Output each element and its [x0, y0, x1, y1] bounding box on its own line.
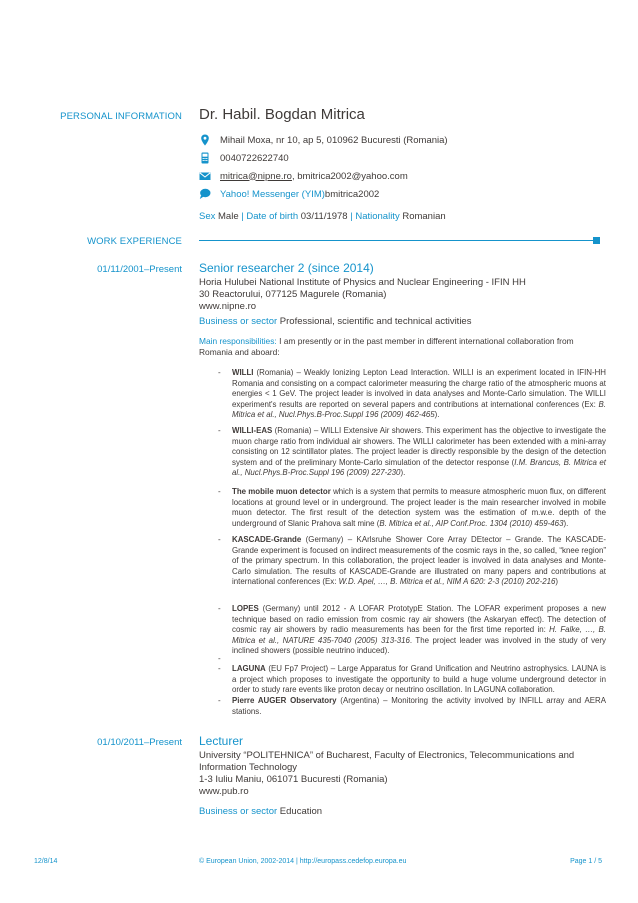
email-link[interactable]: mitrica@nipne.ro: [220, 170, 292, 182]
bullet-dash: -: [218, 664, 221, 673]
employer-website: www.pub.ro: [199, 786, 249, 797]
footer-page-number: Page 1 / 5: [570, 858, 602, 865]
job-title: Lecturer: [199, 734, 244, 748]
employer-address: 30 Reactorului, 077125 Magurele (Romania): [199, 289, 387, 300]
im-value: bmitrica2002: [324, 188, 380, 200]
bullet-dash: -: [218, 535, 221, 544]
nationality-label: Nationality: [355, 211, 400, 222]
sector-label: Business or sector: [199, 316, 278, 327]
sector-value: Education: [277, 806, 323, 817]
candidate-name: Dr. Habil. Bogdan Mitrica: [199, 106, 365, 123]
responsibilities-text: I am presently or in the past member in different international collaboration from Romania and aboard:: [199, 336, 574, 357]
sector-label: Business or sector: [199, 806, 278, 817]
list-item: LAGUNA (EU Fp7 Project) – Large Apparatus for Grand Unification and Neutrino astrophysics. LAUNA is a project which proposes to investigate the opportunity to build a huge volume underground detector in order to study rare events like proton decay or neutrino oscillation. In LAGUNA collaboration.: [232, 664, 606, 695]
list-item: WILLI-EAS (Romania) – WILLI Extensive Air showers. This experiment has the objective to investigate the muon charge ratio from individual air showers. The WILLI calorimeter has been extended with a mini-array consisting on 12 scintillator plates. The project leader is directly responsible by the design of the detection system and of the preliminary Monte-Carlo simulation of the detector response (I.M. Brancus, B. Mitrica et al., Nucl.Phys.B-Proc.Suppl 196 (2009) 227-230).: [232, 426, 607, 478]
section-divider-square: [593, 237, 600, 244]
list-item: Pierre AUGER Observatory (Argentina) – Monitoring the activity involved by INFILL array and AERA stations.: [232, 696, 606, 716]
list-item: The mobile muon detector which is a system that permits to measure atmospheric muon flux, on different locations at ground level or in underground. The project leader is the main researcher involved in mobile muon detector. The first result of the detection system was the estimation of m.w.e. depth of the underground of Slanic Prahova salt mine (B. Mitrica et al., AIP Conf.Proc. 1304 (2010) 459-463).: [232, 487, 606, 528]
business-sector-row: [199, 316, 471, 328]
phone-text: 0040722622740: [220, 152, 289, 164]
footer-date: 12/8/14: [34, 858, 58, 865]
im-row: [199, 188, 379, 200]
section-label-personal: PERSONAL INFORMATION: [60, 111, 182, 122]
dob-label: Date of birth: [246, 211, 299, 222]
section-divider: [199, 240, 596, 241]
bullet-dash: -: [218, 604, 221, 613]
bullet-dash: -: [218, 368, 221, 377]
separator: |: [238, 211, 247, 222]
sex-value: Male: [215, 211, 239, 222]
email-secondary: , bmitrica2002@yahoo.com: [291, 170, 408, 182]
business-sector-row: [199, 806, 322, 818]
job-title: Senior researcher 2 (since 2014): [199, 261, 374, 275]
employer-address: 1-3 Iuliu Maniu, 061071 Bucuresti (Romania): [199, 774, 388, 785]
separator: |: [347, 211, 356, 222]
job-dates: 01/11/2001–Present: [97, 264, 182, 275]
bullet-dash: -: [218, 696, 221, 705]
sex-label: Sex: [199, 211, 216, 222]
list-item: LOPES (Germany) until 2012 - A LOFAR PrototypE Station. The LOFAR experiment proposes a new technique based on radio emission from cosmic ray air showers (the Askaryan effect). The detection of cosmic ray air showers by radio measurements has been for the first time reported in: H. Falke, …, B. Mitrica et al., NATURE 435-7040 (2005) 313-316. The project leader was involved in the study of very inclined showers (possible neutrino induced).: [232, 604, 606, 656]
location-icon: [199, 134, 211, 146]
address-text: Mihail Moxa, nr 10, ap 5, 010962 Bucuresti (Romania): [220, 134, 448, 146]
job-dates: 01/10/2011–Present: [97, 737, 182, 748]
employer-name: Horia Hulubei National Institute of Physics and Nuclear Engineering - IFIN HH: [199, 277, 526, 288]
bullet-dash: -: [218, 426, 221, 435]
phone-row: [199, 152, 289, 164]
list-item: WILLI (Romania) – Weakly Ionizing Lepton Lead Interaction. WILLI is an experiment located in IFIN-HH Romania and consisting on a compact calorimeter measuring the charge ratio of the atmospheric muons at energies < 1 GeV. The project leader is involved in data analyses and Monte-Carlo simulation. The WILLI experiment's results are reported on several papers and contributions at international conferences (Ex: B. Mitrica et al., Nucl.Phys.B-Proc.Suppl 196 (2009) 462-465).: [232, 368, 606, 420]
phone-icon: [199, 152, 211, 164]
email-icon: [199, 170, 211, 182]
personal-details-row: [199, 211, 446, 223]
employer-website: www.nipne.ro: [199, 301, 257, 312]
chat-icon: [199, 188, 211, 200]
im-label: Yahoo! Messenger (YIM): [220, 188, 325, 200]
employer-name: University “POLITEHNICA” of Bucharest, Faculty of Electronics, Telecommunications and Information Technology: [199, 750, 575, 773]
email-row: [199, 170, 408, 182]
nationality-value: Romanian: [399, 211, 446, 222]
bullet-dash: -: [218, 487, 221, 496]
footer-copyright: © European Union, 2002-2014 | http://europass.cedefop.europa.eu: [199, 858, 407, 865]
sector-value: Professional, scientific and technical activities: [277, 316, 472, 327]
dob-value: 03/11/1978: [298, 211, 348, 222]
main-responsibilities: [199, 336, 604, 358]
section-label-work: WORK EXPERIENCE: [87, 236, 182, 247]
bullet-dash: -: [218, 654, 221, 663]
responsibilities-label: Main responsibilities:: [199, 336, 277, 346]
list-item: KASCADE-Grande (Germany) – KArlsruhe Shower Core Array DEtector – Grande. The KASCADE-Grande experiment is focused on indirect measurements of the cosmic rays in the, so called, “knee region” of the primary spectrum. In this collaboration, the project leader is involved in data analyses and Monte-Carlo simulation. The results of KASCADE-Grande are illustrated on many papers and contributions at international conferences (Ex: W.D. Apel, …, B. Mitrica et al., NIM A 620: 2-3 (2010) 202-216): [232, 535, 606, 587]
address-row: [199, 134, 448, 146]
